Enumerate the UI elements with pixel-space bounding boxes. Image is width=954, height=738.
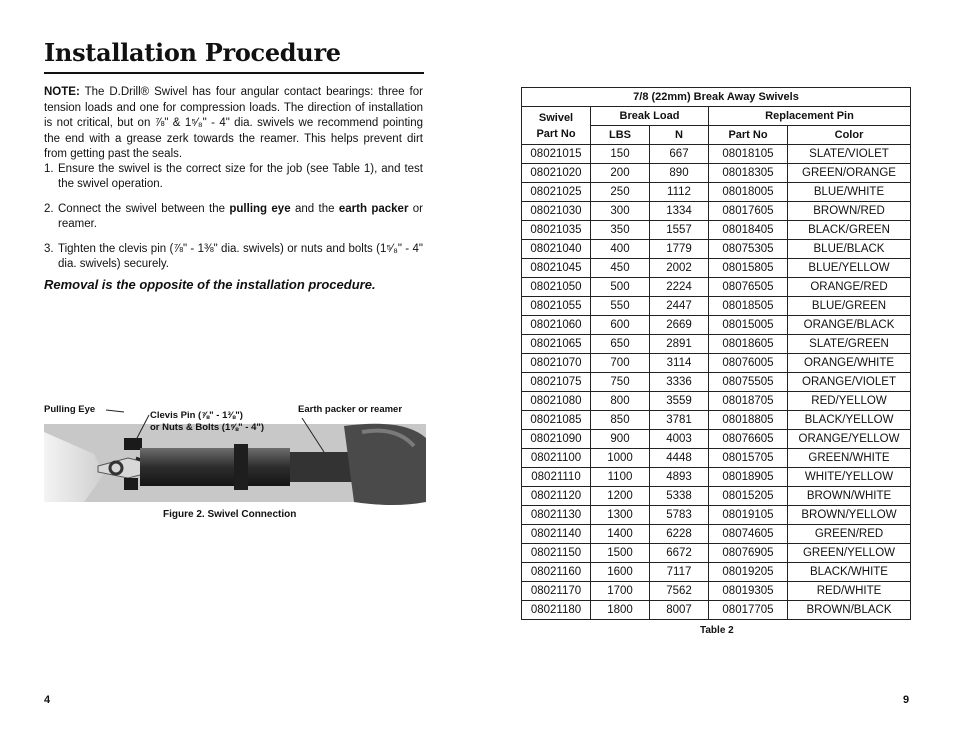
step-3 <box>44 242 423 272</box>
table-cell: 08021050 <box>522 278 591 297</box>
table-cell: 08021080 <box>522 392 591 411</box>
table-row <box>522 601 911 620</box>
table-cell: 6228 <box>650 525 709 544</box>
table-cell: ORANGE/RED <box>788 278 911 297</box>
table-cell: 08015705 <box>709 449 788 468</box>
table-cell: 08021110 <box>522 468 591 487</box>
table-row <box>522 297 911 316</box>
swivel-table <box>521 87 911 620</box>
header-color: Color <box>788 126 911 145</box>
table-cell: 08018905 <box>709 468 788 487</box>
header-swivel: Swivel <box>538 111 574 124</box>
table-cell: 08019205 <box>709 563 788 582</box>
table-cell: 250 <box>591 183 650 202</box>
table-cell: 08021085 <box>522 411 591 430</box>
table-cell: 08015805 <box>709 259 788 278</box>
table-cell: 2447 <box>650 297 709 316</box>
table-cell: 7117 <box>650 563 709 582</box>
table-row <box>522 278 911 297</box>
table-cell: 08015005 <box>709 316 788 335</box>
page-number-right: 9 <box>903 694 910 706</box>
table-cell: 1100 <box>591 468 650 487</box>
step-text-part: Connect the swivel between the <box>58 203 230 215</box>
table-row <box>522 202 911 221</box>
table-cell: 890 <box>650 164 709 183</box>
table-cell: BROWN/BLACK <box>788 601 911 620</box>
table-cell: RED/WHITE <box>788 582 911 601</box>
table-cell: ORANGE/VIOLET <box>788 373 911 392</box>
table-cell: 450 <box>591 259 650 278</box>
table-cell: 900 <box>591 430 650 449</box>
table-row <box>522 373 911 392</box>
table-cell: 08021100 <box>522 449 591 468</box>
table-cell: 650 <box>591 335 650 354</box>
step-text: Ensure the swivel is the correct size for the job (see Table 1), and test the swivel operation. <box>58 163 423 190</box>
table-cell: 08021090 <box>522 430 591 449</box>
header-lbs: LBS <box>591 126 650 145</box>
table-cell: 08019105 <box>709 506 788 525</box>
table-cell: 08018505 <box>709 297 788 316</box>
table-body <box>522 145 911 620</box>
table-cell: BLUE/WHITE <box>788 183 911 202</box>
header-pin-part-no: Part No <box>709 126 788 145</box>
table-cell: 08015205 <box>709 487 788 506</box>
header-swivel-part-no <box>522 107 591 145</box>
table-cell: 08017605 <box>709 202 788 221</box>
table-cell: BLACK/WHITE <box>788 563 911 582</box>
table-cell: 08076905 <box>709 544 788 563</box>
table-cell: BLACK/YELLOW <box>788 411 911 430</box>
table-row <box>522 582 911 601</box>
table-cell: 08021180 <box>522 601 591 620</box>
table-row <box>522 316 911 335</box>
note-label: NOTE: <box>44 86 80 98</box>
table-cell: 08018005 <box>709 183 788 202</box>
table-row <box>522 145 911 164</box>
table-cell: 667 <box>650 145 709 164</box>
table-cell: 08021020 <box>522 164 591 183</box>
table-cell: 08018605 <box>709 335 788 354</box>
table-row <box>522 506 911 525</box>
table-row <box>522 411 911 430</box>
table-row <box>522 525 911 544</box>
table-cell: 08076605 <box>709 430 788 449</box>
table-cell: 4448 <box>650 449 709 468</box>
step-number: 1. <box>44 163 54 175</box>
step-2 <box>44 202 423 232</box>
table-cell: GREEN/WHITE <box>788 449 911 468</box>
table-row <box>522 183 911 202</box>
table-cell: 08021130 <box>522 506 591 525</box>
table-cell: 08021060 <box>522 316 591 335</box>
table-row <box>522 259 911 278</box>
table-row <box>522 544 911 563</box>
table-cell: 08075305 <box>709 240 788 259</box>
table-cell: BROWN/YELLOW <box>788 506 911 525</box>
figure-caption: Figure 2. Swivel Connection <box>163 509 297 520</box>
table-row <box>522 240 911 259</box>
table-title: 7/8 (22mm) Break Away Swivels <box>522 88 911 107</box>
table-cell: 3559 <box>650 392 709 411</box>
table-cell: 08021045 <box>522 259 591 278</box>
header-break-load: Break Load <box>591 107 709 126</box>
table-cell: BLACK/GREEN <box>788 221 911 240</box>
note-text: The D.Drill® Swivel has four angular contact bearings: three for tension loads and one for compression loads. The direction of installation is not critical, but on ⅞" & 1⁵⁄₈" - 4" dia. swivels we recommend pointing the end with a grease zerk towards the reamer. This helps prevent dirt from getting past the seals. <box>44 86 423 160</box>
label-clevis-line-1: Clevis Pin (⅞" - 1⅜") <box>150 410 243 421</box>
table-cell: BLUE/BLACK <box>788 240 911 259</box>
table-cell: 08018105 <box>709 145 788 164</box>
step-text: Tighten the clevis pin (⅞" - 1⅜" dia. swivels) or nuts and bolts (1⁵⁄₈" - 4" dia. swivels) securely. <box>58 243 423 270</box>
table-cell: 08021040 <box>522 240 591 259</box>
removal-note: Removal is the opposite of the installation procedure. <box>44 277 376 292</box>
table-cell: 08076505 <box>709 278 788 297</box>
table-cell: GREEN/ORANGE <box>788 164 911 183</box>
step-text-part: or reamer. <box>58 203 424 230</box>
table-cell: 600 <box>591 316 650 335</box>
page-title: Installation Procedure <box>44 38 341 67</box>
table-cell: 350 <box>591 221 650 240</box>
table-cell: 7562 <box>650 582 709 601</box>
table-cell: BROWN/RED <box>788 202 911 221</box>
table-cell: SLATE/GREEN <box>788 335 911 354</box>
table-cell: 2002 <box>650 259 709 278</box>
table-row <box>522 468 911 487</box>
table-cell: 500 <box>591 278 650 297</box>
header-replacement-pin: Replacement Pin <box>709 107 911 126</box>
table-cell: 08021140 <box>522 525 591 544</box>
table-cell: 200 <box>591 164 650 183</box>
table-cell: 6672 <box>650 544 709 563</box>
table-cell: 1557 <box>650 221 709 240</box>
table-cell: 1800 <box>591 601 650 620</box>
step-number: 2. <box>44 203 54 215</box>
table-cell: ORANGE/WHITE <box>788 354 911 373</box>
table-cell: 1700 <box>591 582 650 601</box>
table-cell: 3781 <box>650 411 709 430</box>
table-cell: 08018705 <box>709 392 788 411</box>
table-cell: 1334 <box>650 202 709 221</box>
table-cell: 550 <box>591 297 650 316</box>
label-pulling-eye: Pulling Eye <box>44 404 96 415</box>
table-cell: 08021120 <box>522 487 591 506</box>
table-cell: 08021070 <box>522 354 591 373</box>
table-cell: 08018305 <box>709 164 788 183</box>
table-cell: 8007 <box>650 601 709 620</box>
table-cell: 1300 <box>591 506 650 525</box>
table-cell: ORANGE/BLACK <box>788 316 911 335</box>
table-cell: 08021035 <box>522 221 591 240</box>
table-cell: 08018405 <box>709 221 788 240</box>
note-paragraph <box>44 85 423 163</box>
table-cell: 08075505 <box>709 373 788 392</box>
table-cell: ORANGE/YELLOW <box>788 430 911 449</box>
table-cell: 1200 <box>591 487 650 506</box>
table-cell: 4003 <box>650 430 709 449</box>
table-cell: 1779 <box>650 240 709 259</box>
table-cell: 08017705 <box>709 601 788 620</box>
table-cell: 08021170 <box>522 582 591 601</box>
table-cell: 08018805 <box>709 411 788 430</box>
table-cell: SLATE/VIOLET <box>788 145 911 164</box>
table-row <box>522 221 911 240</box>
page-number-left: 4 <box>44 694 51 706</box>
table-cell: 08021025 <box>522 183 591 202</box>
procedure-steps <box>44 162 423 282</box>
table-row <box>522 164 911 183</box>
step-number: 3. <box>44 243 54 255</box>
table-row <box>522 335 911 354</box>
step-text-part: and the <box>290 203 339 215</box>
step-text-bold: earth packer <box>338 203 409 215</box>
table-cell: 08076005 <box>709 354 788 373</box>
table-cell: 08021065 <box>522 335 591 354</box>
table-cell: WHITE/YELLOW <box>788 468 911 487</box>
table-cell: 3114 <box>650 354 709 373</box>
table-cell: 1400 <box>591 525 650 544</box>
table-cell: 4893 <box>650 468 709 487</box>
table-row <box>522 563 911 582</box>
table-cell: 2669 <box>650 316 709 335</box>
table-cell: 08021150 <box>522 544 591 563</box>
table-cell: 750 <box>591 373 650 392</box>
table-caption: Table 2 <box>700 625 734 636</box>
table-cell: 1500 <box>591 544 650 563</box>
table-cell: 5338 <box>650 487 709 506</box>
table-cell: 1112 <box>650 183 709 202</box>
table-cell: BLUE/GREEN <box>788 297 911 316</box>
step-1 <box>44 162 423 192</box>
table-cell: RED/YELLOW <box>788 392 911 411</box>
table-row <box>522 392 911 411</box>
table-cell: 5783 <box>650 506 709 525</box>
table-cell: 850 <box>591 411 650 430</box>
table-cell: 08021055 <box>522 297 591 316</box>
table-cell: 08019305 <box>709 582 788 601</box>
table-cell: 800 <box>591 392 650 411</box>
table-cell: 08021015 <box>522 145 591 164</box>
label-clevis-line-2: or Nuts & Bolts (1⅝" - 4") <box>150 422 265 433</box>
table-cell: 1000 <box>591 449 650 468</box>
header-n: N <box>650 126 709 145</box>
table-cell: 08074605 <box>709 525 788 544</box>
table-cell: 08021160 <box>522 563 591 582</box>
label-earth-packer: Earth packer or reamer <box>298 404 403 415</box>
step-text <box>58 202 423 232</box>
table-cell: GREEN/YELLOW <box>788 544 911 563</box>
table-cell: BROWN/WHITE <box>788 487 911 506</box>
header-part-no: Part No <box>536 127 576 140</box>
table-row <box>522 430 911 449</box>
table-cell: GREEN/RED <box>788 525 911 544</box>
table-row <box>522 354 911 373</box>
table-cell: 300 <box>591 202 650 221</box>
table-cell: 3336 <box>650 373 709 392</box>
table-cell: 2891 <box>650 335 709 354</box>
table-row <box>522 449 911 468</box>
table-cell: 150 <box>591 145 650 164</box>
title-rule <box>44 72 424 74</box>
table-cell: 08021075 <box>522 373 591 392</box>
label-clevis-pin <box>150 410 264 434</box>
table-row <box>522 487 911 506</box>
table-cell: 400 <box>591 240 650 259</box>
table-cell: 1600 <box>591 563 650 582</box>
table-cell: 08021030 <box>522 202 591 221</box>
table-cell: 2224 <box>650 278 709 297</box>
step-text-bold: pulling eye <box>229 203 291 215</box>
table-cell: BLUE/YELLOW <box>788 259 911 278</box>
table-cell: 700 <box>591 354 650 373</box>
